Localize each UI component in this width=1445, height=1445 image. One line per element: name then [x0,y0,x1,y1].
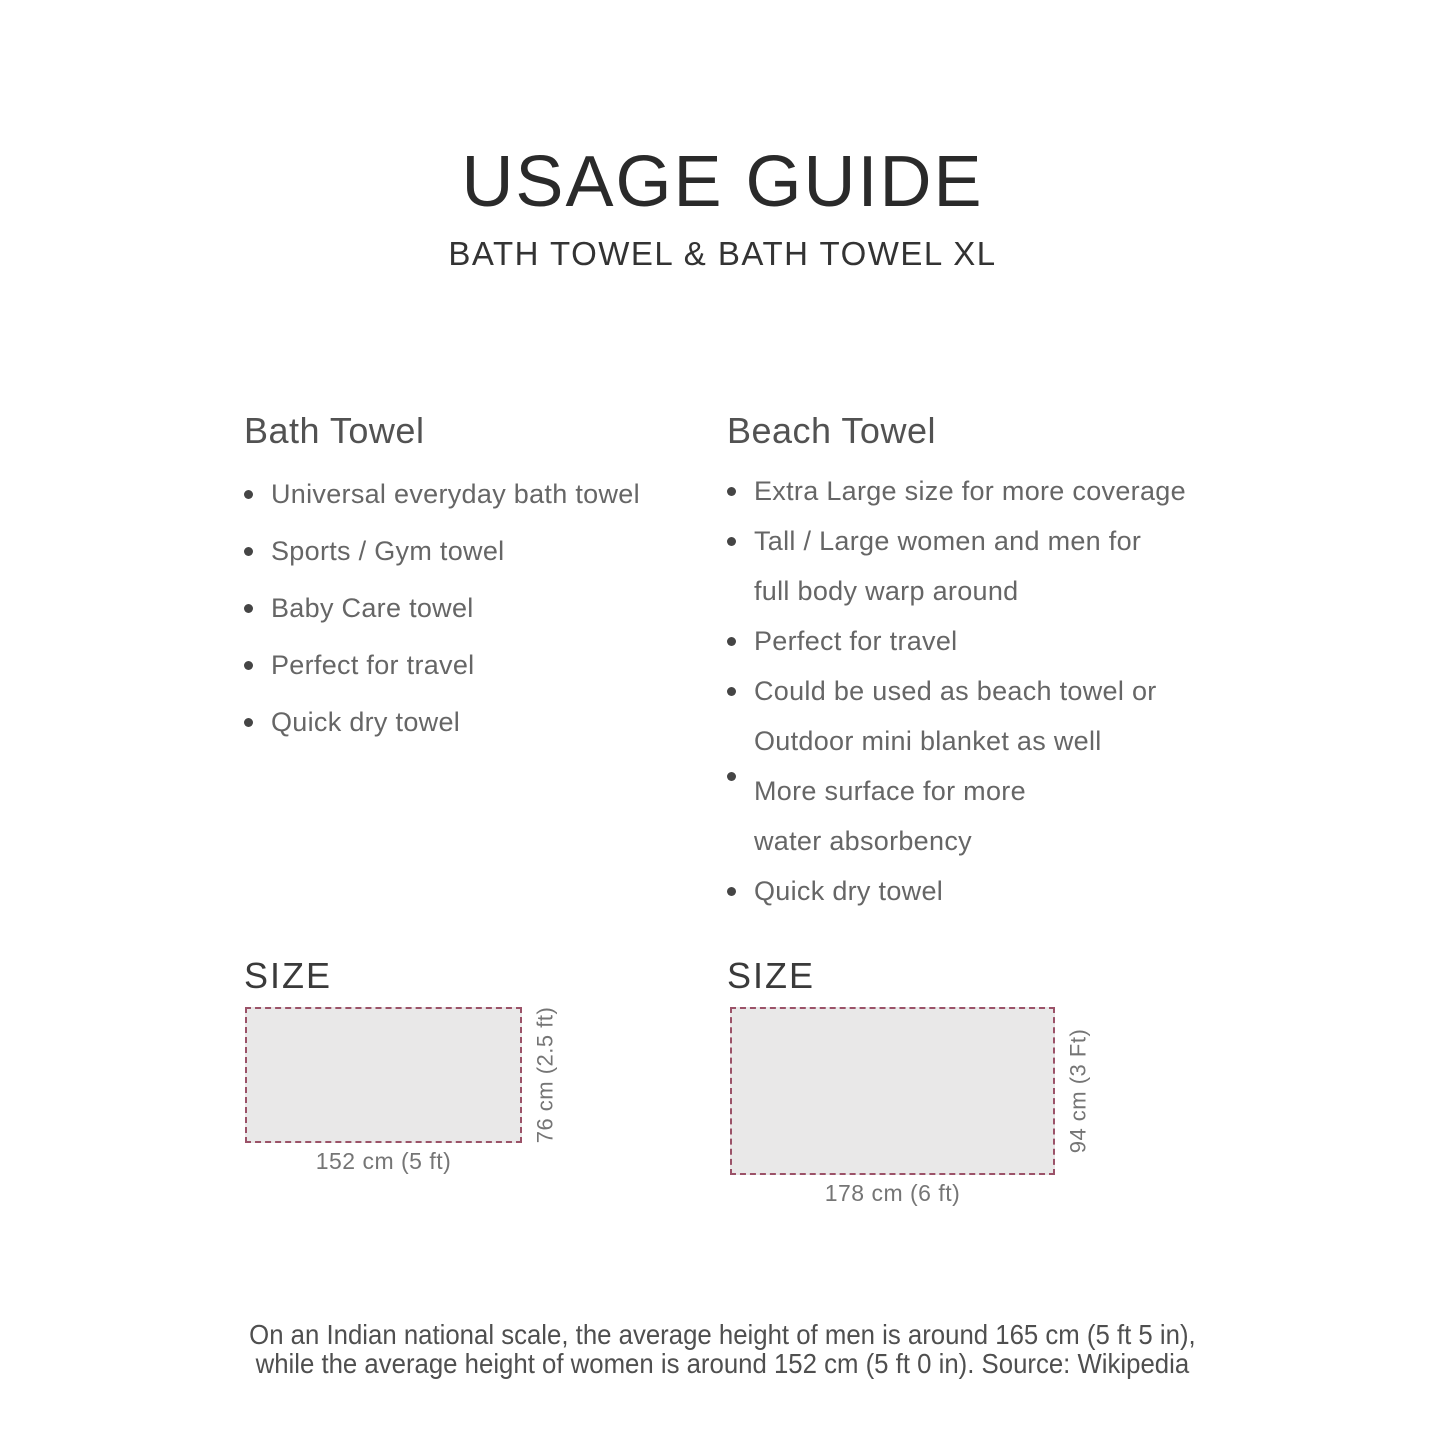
list-item [244,466,704,523]
bath-towel-heading: Bath Towel [244,410,425,451]
list-item-label: Sports / Gym towel [271,536,505,566]
list-item [727,516,1227,566]
size-heading-beach: SIZE [727,955,816,996]
list-item [244,694,704,751]
bullet-icon [244,604,253,613]
beach-height-dimension [1055,1007,1101,1175]
beach-height-dimension-label: 94 cm (3 Ft) [1065,1028,1091,1154]
bullet-icon [244,661,253,670]
list-item [727,866,1227,916]
list-item-label: Extra Large size for more coverage [754,475,1186,506]
list-item-continuation [727,566,1227,616]
footer-line-2: while the average height of women is around 152 cm (5 ft 0 in). Source: Wikipedia [255,1348,1190,1379]
list-item-label: Universal everyday bath towel [271,479,640,509]
list-item [244,523,704,580]
list-item-label: More surface for more [754,775,1026,806]
size-heading-bath: SIZE [244,955,333,996]
list-item [244,580,704,637]
bath-height-dimension-label: 76 cm (2.5 ft) [532,1006,557,1144]
page-subtitle: BATH TOWEL & BATH TOWEL XL [448,235,997,272]
list-item-label: Could be used as beach towel or [754,675,1157,706]
list-item-label: water absorbency [754,825,972,856]
footer-line-1: On an Indian national scale, the average height of men is around 165 cm (5 ft 5 in), [249,1319,1196,1350]
bullet-icon [727,487,736,496]
list-item [727,666,1227,716]
list-item-label: Quick dry towel [754,875,944,906]
bath-width-dimension: 152 cm (5 ft) [315,1148,452,1174]
list-item [244,637,704,694]
list-item-label: Baby Care towel [271,593,474,623]
bath-towel-list [244,466,704,751]
list-item [727,766,1227,816]
list-item-label: Outdoor mini blanket as well [754,725,1102,756]
bullet-icon [727,887,736,896]
bullet-icon [244,718,253,727]
page-title: USAGE GUIDE [461,142,984,222]
bath-towel-size-diagram [245,1007,522,1143]
list-item-label: full body warp around [754,575,1019,606]
bullet-icon [244,490,253,499]
list-item-label: Perfect for travel [271,650,475,680]
list-item [727,616,1227,666]
bullet-icon [727,637,736,646]
list-item [727,466,1227,516]
list-item-continuation [727,816,1227,866]
footer-note [0,1320,1445,1378]
bullet-icon [727,687,736,696]
list-item-label: Quick dry towel [271,707,461,737]
bullet-icon [727,772,736,781]
beach-towel-heading: Beach Towel [727,410,936,451]
bullet-icon [244,547,253,556]
beach-towel-size-diagram [730,1007,1055,1175]
list-item-label: Tall / Large women and men for [754,525,1142,556]
list-item-continuation [727,716,1227,766]
bath-height-dimension [522,1007,568,1143]
beach-towel-list [727,466,1227,916]
bullet-icon [727,537,736,546]
beach-width-dimension: 178 cm (6 ft) [824,1180,961,1206]
list-item-label: Perfect for travel [754,625,958,656]
